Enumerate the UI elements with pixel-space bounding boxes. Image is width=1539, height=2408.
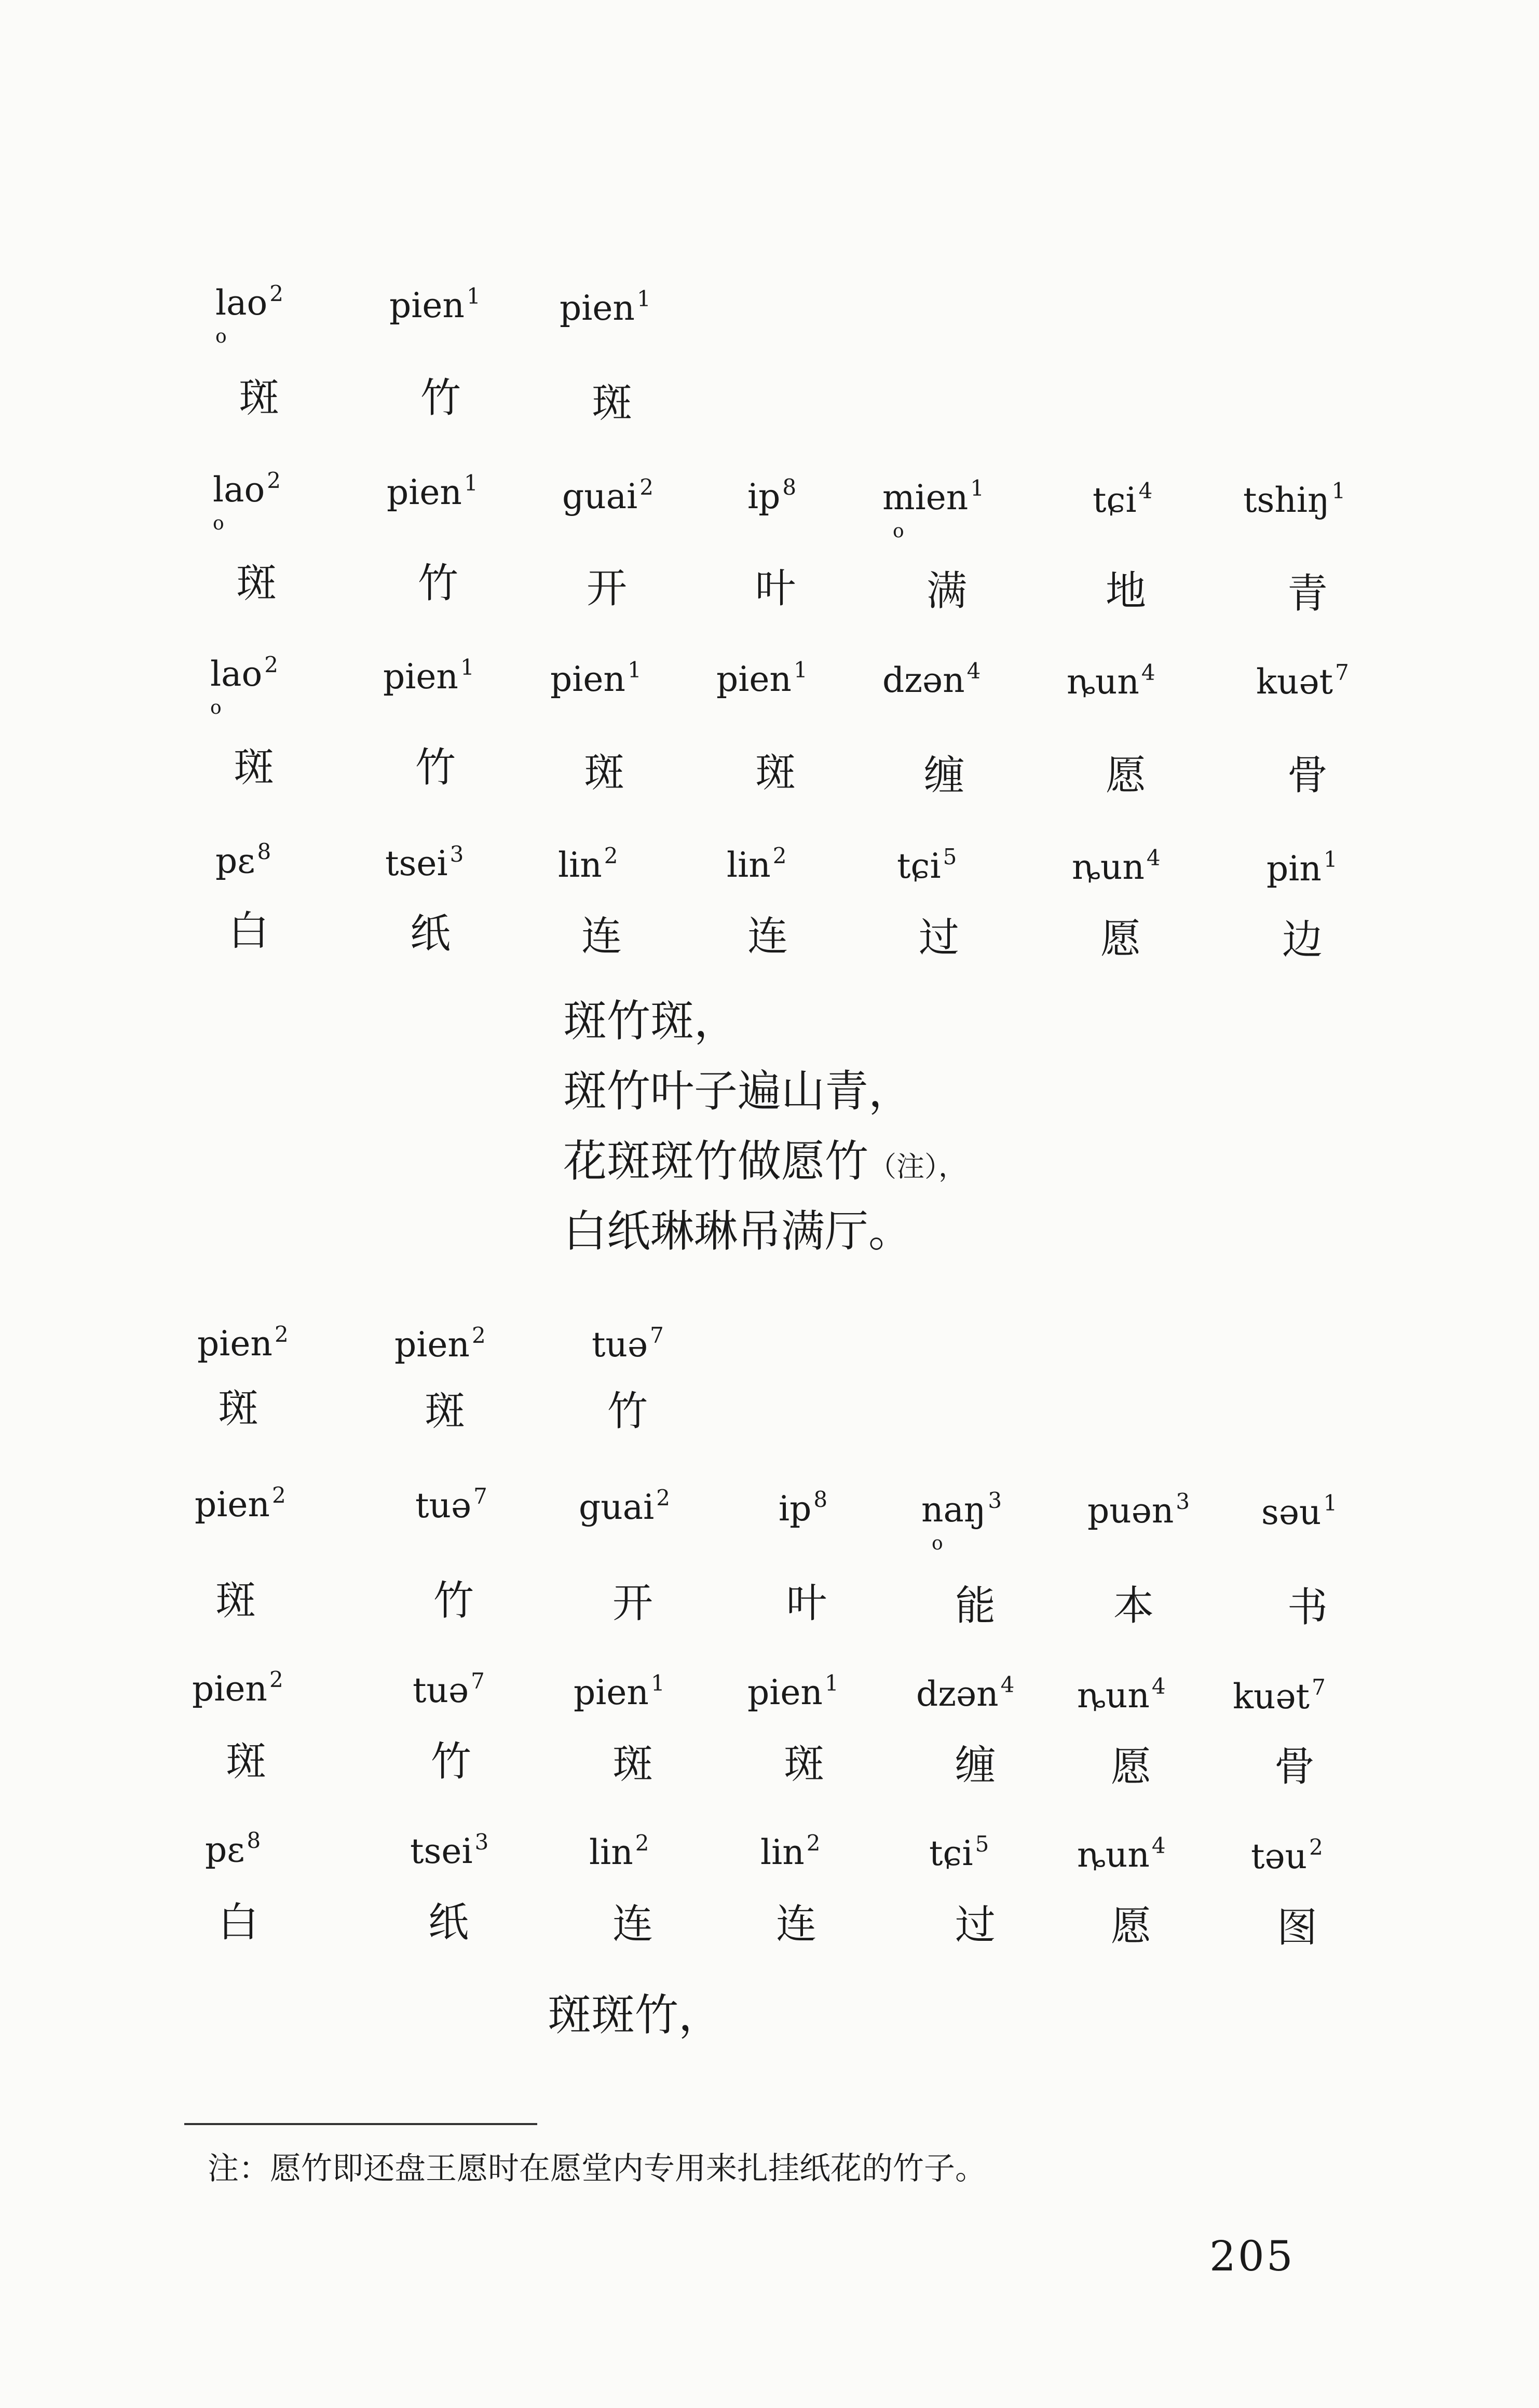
footnote-rule	[184, 2123, 537, 2125]
hanzi-token: 能	[955, 1583, 996, 1629]
hanzi-token: 斑	[755, 750, 796, 796]
hanzi-token: 过	[919, 915, 960, 961]
romanization-token: ȵun$^4$	[1077, 1674, 1166, 1716]
hanzi-token: 斑	[236, 560, 277, 607]
romanization-token: ȵun$^4$	[1072, 845, 1161, 887]
hanzi-token: 过	[955, 1902, 996, 1949]
romanization-token: ȵun$^4$	[1067, 660, 1155, 702]
romanization-token: pien$^1$	[716, 657, 808, 699]
romanization-token: puən$^3$	[1087, 1489, 1190, 1531]
romanization-token: kuət$^7$	[1256, 660, 1349, 702]
hanzi-token: 骨	[1274, 1744, 1315, 1790]
romanization-token: lao$^2$ o	[213, 468, 281, 534]
translation-line: 斑竹叶子遍山青，	[563, 1066, 912, 1117]
hanzi-token: 青	[1287, 570, 1328, 617]
romanization-token: səu$^1$	[1261, 1490, 1338, 1532]
hanzi-token: 连	[747, 913, 788, 960]
translation-line: 花斑斑竹做愿竹（注），	[563, 1136, 967, 1187]
hanzi-token: 图	[1277, 1904, 1318, 1951]
romanization-token: lin$^2$	[558, 843, 618, 885]
hanzi-token: 斑	[592, 380, 633, 427]
romanization-token: dzən$^4$	[882, 658, 981, 700]
romanization-token: $ip^8$	[779, 1487, 828, 1529]
romanization-token: pien$^1$	[383, 655, 474, 697]
romanization-token: pien$^1$	[747, 1670, 839, 1712]
romanization-token: pien$^1$	[574, 1670, 665, 1712]
hanzi-token: 斑	[239, 375, 280, 421]
romanization-token: tuə$^7$	[413, 1668, 485, 1710]
hanzi-token: 地	[1106, 568, 1147, 615]
romanization-token: pien$^1$	[389, 283, 481, 325]
romanization-token: guai$^2$	[562, 474, 653, 516]
romanization-token: tsei$^3$	[410, 1829, 489, 1871]
footnote: 注：愿竹即还盘王愿时在愿堂内专用来扎挂纸花的竹子。	[208, 2151, 986, 2187]
hanzi-token: 连	[776, 1901, 817, 1948]
hanzi-token: 竹	[607, 1388, 648, 1435]
hanzi-token: 斑	[425, 1388, 466, 1435]
romanization-token: guai$^2$	[579, 1485, 670, 1527]
hanzi-token: 竹	[433, 1577, 474, 1624]
romanization-token: tɕi$^5$	[929, 1831, 989, 1873]
hanzi-token: 连	[581, 913, 622, 960]
hanzi-token: 骨	[1287, 752, 1328, 799]
romanization-token: mien$^1$ o	[882, 475, 984, 542]
hanzi-token: 斑	[612, 1741, 653, 1788]
romanization-token: lao$^2$ o	[215, 281, 283, 347]
hanzi-token: 愿	[1106, 752, 1147, 799]
hanzi-token: 竹	[420, 375, 461, 421]
romanization-token: pin$^1$	[1266, 847, 1338, 889]
romanization-token: dzən$^4$	[916, 1672, 1015, 1714]
romanization-token: tɕi$^4$	[1093, 478, 1153, 520]
hanzi-token: 白	[228, 908, 269, 955]
hanzi-token: 斑	[784, 1741, 825, 1788]
hanzi-token: 斑	[584, 750, 625, 796]
romanization-token: tuə$^7$	[592, 1323, 664, 1365]
hanzi-token: 愿	[1111, 1903, 1152, 1950]
hanzi-token: 叶	[755, 565, 796, 612]
romanization-token: pien$^2$	[192, 1667, 283, 1709]
translation-line: 斑竹斑，	[563, 996, 738, 1046]
hanzi-token: 竹	[418, 560, 459, 607]
romanization-token: tshiŋ$^1$	[1243, 478, 1346, 520]
hanzi-token: 纸	[410, 910, 451, 957]
romanization-token: lin$^2$	[589, 1830, 649, 1872]
romanization-token: lin$^2$	[727, 843, 787, 885]
romanization-token: pien$^1$	[387, 470, 478, 512]
hanzi-token: 本	[1113, 1583, 1154, 1629]
hanzi-token: 白	[218, 1899, 259, 1946]
note-marker: （注），	[868, 1150, 967, 1183]
hanzi-token: 愿	[1111, 1744, 1152, 1790]
hanzi-token: 缠	[955, 1742, 996, 1789]
translation-line: 斑斑竹，	[548, 1990, 723, 2040]
hanzi-token: 连	[612, 1901, 653, 1948]
hanzi-token: 满	[927, 568, 968, 615]
romanization-token: lao$^2$ o	[210, 652, 278, 718]
romanization-token: pien$^2$	[394, 1323, 486, 1365]
hanzi-token: 开	[612, 1580, 653, 1627]
romanization-token: təu$^2$	[1251, 1834, 1323, 1876]
hanzi-token: 竹	[415, 744, 456, 791]
romanization-token: kuət$^7$	[1233, 1675, 1326, 1717]
romanization-token: lin$^2$	[760, 1830, 821, 1872]
romanization-token: tsei$^3$	[385, 841, 464, 883]
romanization-token: tuə$^7$	[415, 1484, 487, 1526]
hanzi-token: 开	[587, 565, 628, 612]
hanzi-token: 斑	[234, 744, 275, 791]
hanzi-token: 缠	[924, 752, 965, 799]
hanzi-token: 竹	[431, 1738, 472, 1785]
romanization-token: tɕi$^5$	[897, 844, 957, 886]
hanzi-token: 边	[1282, 917, 1323, 963]
hanzi-token: 斑	[218, 1385, 259, 1432]
hanzi-token: 愿	[1100, 916, 1141, 962]
romanization-token: pien$^2$	[195, 1482, 286, 1525]
hanzi-token: 书	[1287, 1584, 1328, 1631]
romanization-token: ȵun$^4$	[1077, 1833, 1166, 1875]
romanization-token: $ip^8$	[747, 474, 797, 516]
romanization-token: pien$^2$	[197, 1322, 289, 1364]
romanization-token: pɛ$^8$	[215, 839, 271, 881]
romanization-token: pɛ$^8$	[205, 1828, 261, 1870]
romanization-token: pien$^1$	[550, 657, 642, 699]
page-number: 205	[1209, 2232, 1295, 2280]
translation-line: 白纸琳琳吊满厅。	[563, 1206, 912, 1257]
hanzi-token: 斑	[215, 1577, 256, 1624]
hanzi-token: 纸	[428, 1899, 469, 1946]
romanization-token: pien$^1$	[560, 286, 651, 328]
hanzi-token: 叶	[786, 1580, 827, 1627]
hanzi-token: 斑	[226, 1738, 267, 1785]
romanization-token: naŋ$^3$ o	[921, 1488, 1002, 1554]
